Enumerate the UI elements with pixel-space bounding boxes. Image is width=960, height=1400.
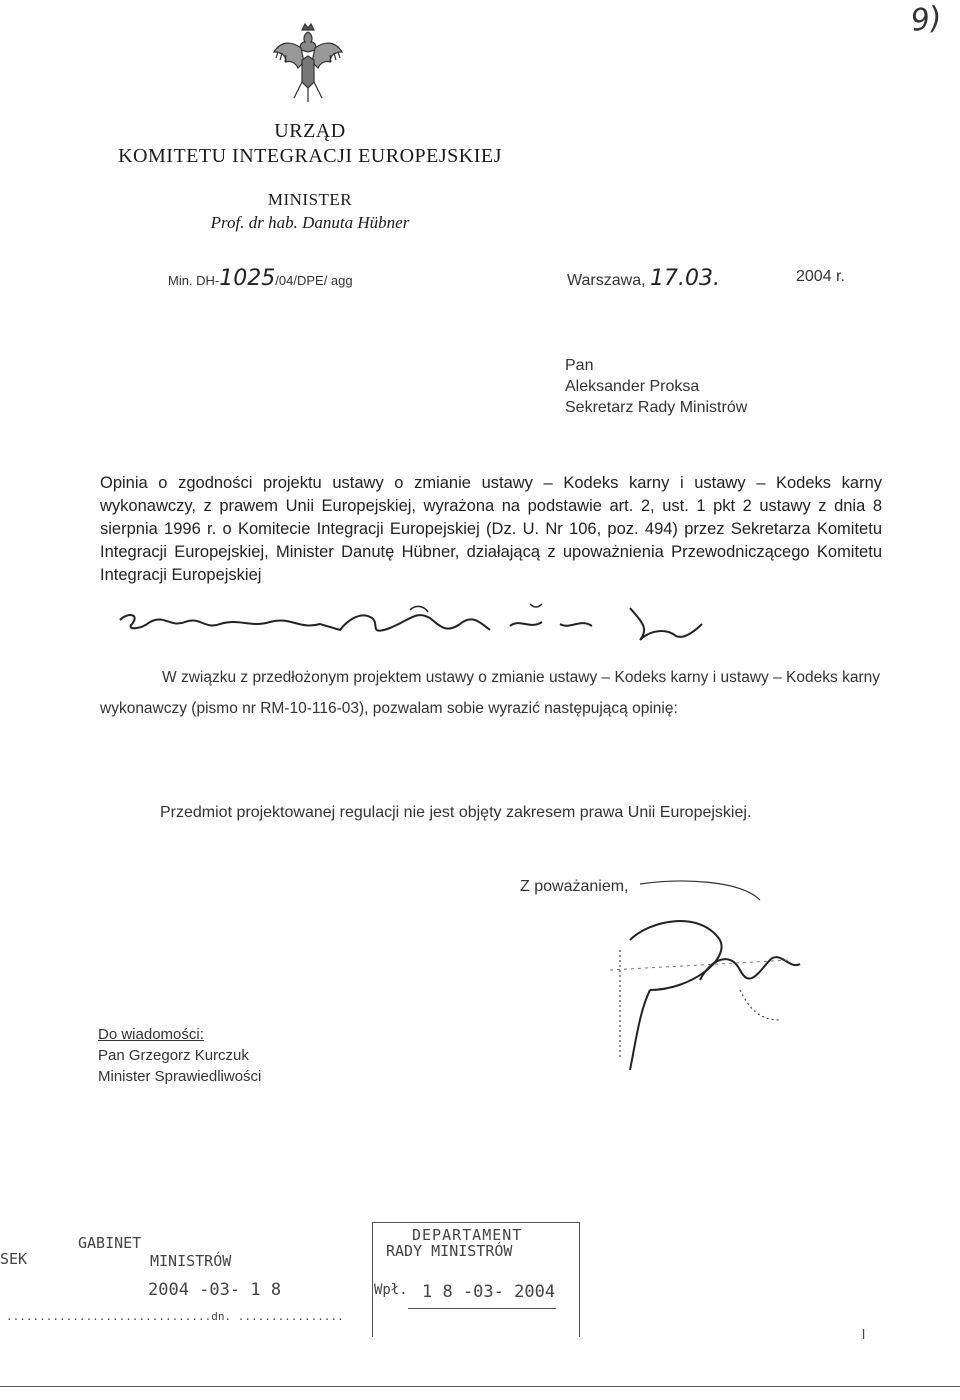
handwritten-date: 17.03. [649,266,720,291]
place-date [567,266,720,291]
cc-name: Pan Grzegorz Kurczuk [98,1047,249,1064]
corner-page-mark: 9) [908,0,945,39]
stamp-left-line4: ...............................dn. ................ [6,1310,344,1323]
stamp-left-sek: SEK [0,1250,28,1268]
stamp-right-prefix: Wpł. [374,1282,408,1298]
opinion-stamp-text: Opinia o zgodności projektu ustawy o zmianie ustawy – Kodeks karny i ustawy – Kodeks karny wykonawczy, z prawem Unii Europejskiej, wyrażona na podstawie art. 2, ust. 1 pkt 2 ustawy z dnia 8 sierpnia 1996 r. o Komitecie Integracji Europejskiej (Dz. U. Nr 106, poz. 494) przez Sekretarza Komitetu Integracji Europejskiej, Minister Danutę Hübner, działającą z upoważnienia Przewodniczącego Komitetu Integracji Europejskiej [100,474,882,584]
office-name-line2: KOMITETU INTEGRACJI EUROPEJSKIEJ [118,145,502,167]
cc-heading: Do wiadomości: [98,1026,204,1043]
body-paragraph [100,662,880,724]
page-tick-mark: l [862,1326,866,1342]
cc-block [98,1024,261,1087]
cc-position: Minister Sprawiedliwości [98,1068,262,1085]
stamp-left-line1: GABINET [78,1234,142,1252]
date-year: 2004 r. [796,268,845,285]
stamp-left-line2: MINISTRÓW [150,1252,232,1270]
body-paragraph-text: W związku z przedłożonym projektem ustawy o zmianie ustawy – Kodeks karny i ustawy – Kodeks karny wykonawczy (pismo nr RM-10-116-03), pozwalam sobie wyrazić następującą opinię: [100,669,880,717]
opinion-statement: Przedmiot projektowanej regulacji nie jest objęty zakresem prawa Unii Europejskiej. [160,804,752,821]
reference-suffix: /04/DPE/ agg [275,273,353,288]
stamp-right-line2: RADY MINISTRÓW [386,1242,513,1260]
stamp-right-date: 1 8 -03- 2004 [422,1282,556,1302]
cabinet-receipt-stamp [0,1230,360,1340]
minister-name: Prof. dr hab. Danuta Hübner [210,213,410,232]
closing-phrase: Z poważaniem, [520,878,629,895]
reference-prefix: Min. DH- [168,273,220,288]
recipient-position: Sekretarz Rady Ministrów [565,399,748,416]
stamp-right-line1: DEPARTAMENT [412,1226,523,1244]
reference-number [168,266,353,291]
place-name: Warszawa, [567,272,646,289]
handwritten-signature [590,880,830,1080]
bottom-rule [0,1386,960,1387]
minister-title: MINISTER [267,190,353,209]
reference-handwritten-number: 1025 [219,266,276,291]
department-receipt-stamp [372,1222,582,1340]
recipient-block [565,355,747,418]
recipient-salutation: Pan [565,357,594,374]
signature-scribble-1 [110,600,710,660]
stamp-right-inner-rule [408,1308,556,1309]
recipient-name: Aleksander Proksa [565,378,700,395]
stamp-left-date: 2004 -03- 1 8 [148,1280,282,1300]
polish-eagle-emblem-icon [268,22,348,108]
office-name-line1: URZĄD [274,120,346,142]
